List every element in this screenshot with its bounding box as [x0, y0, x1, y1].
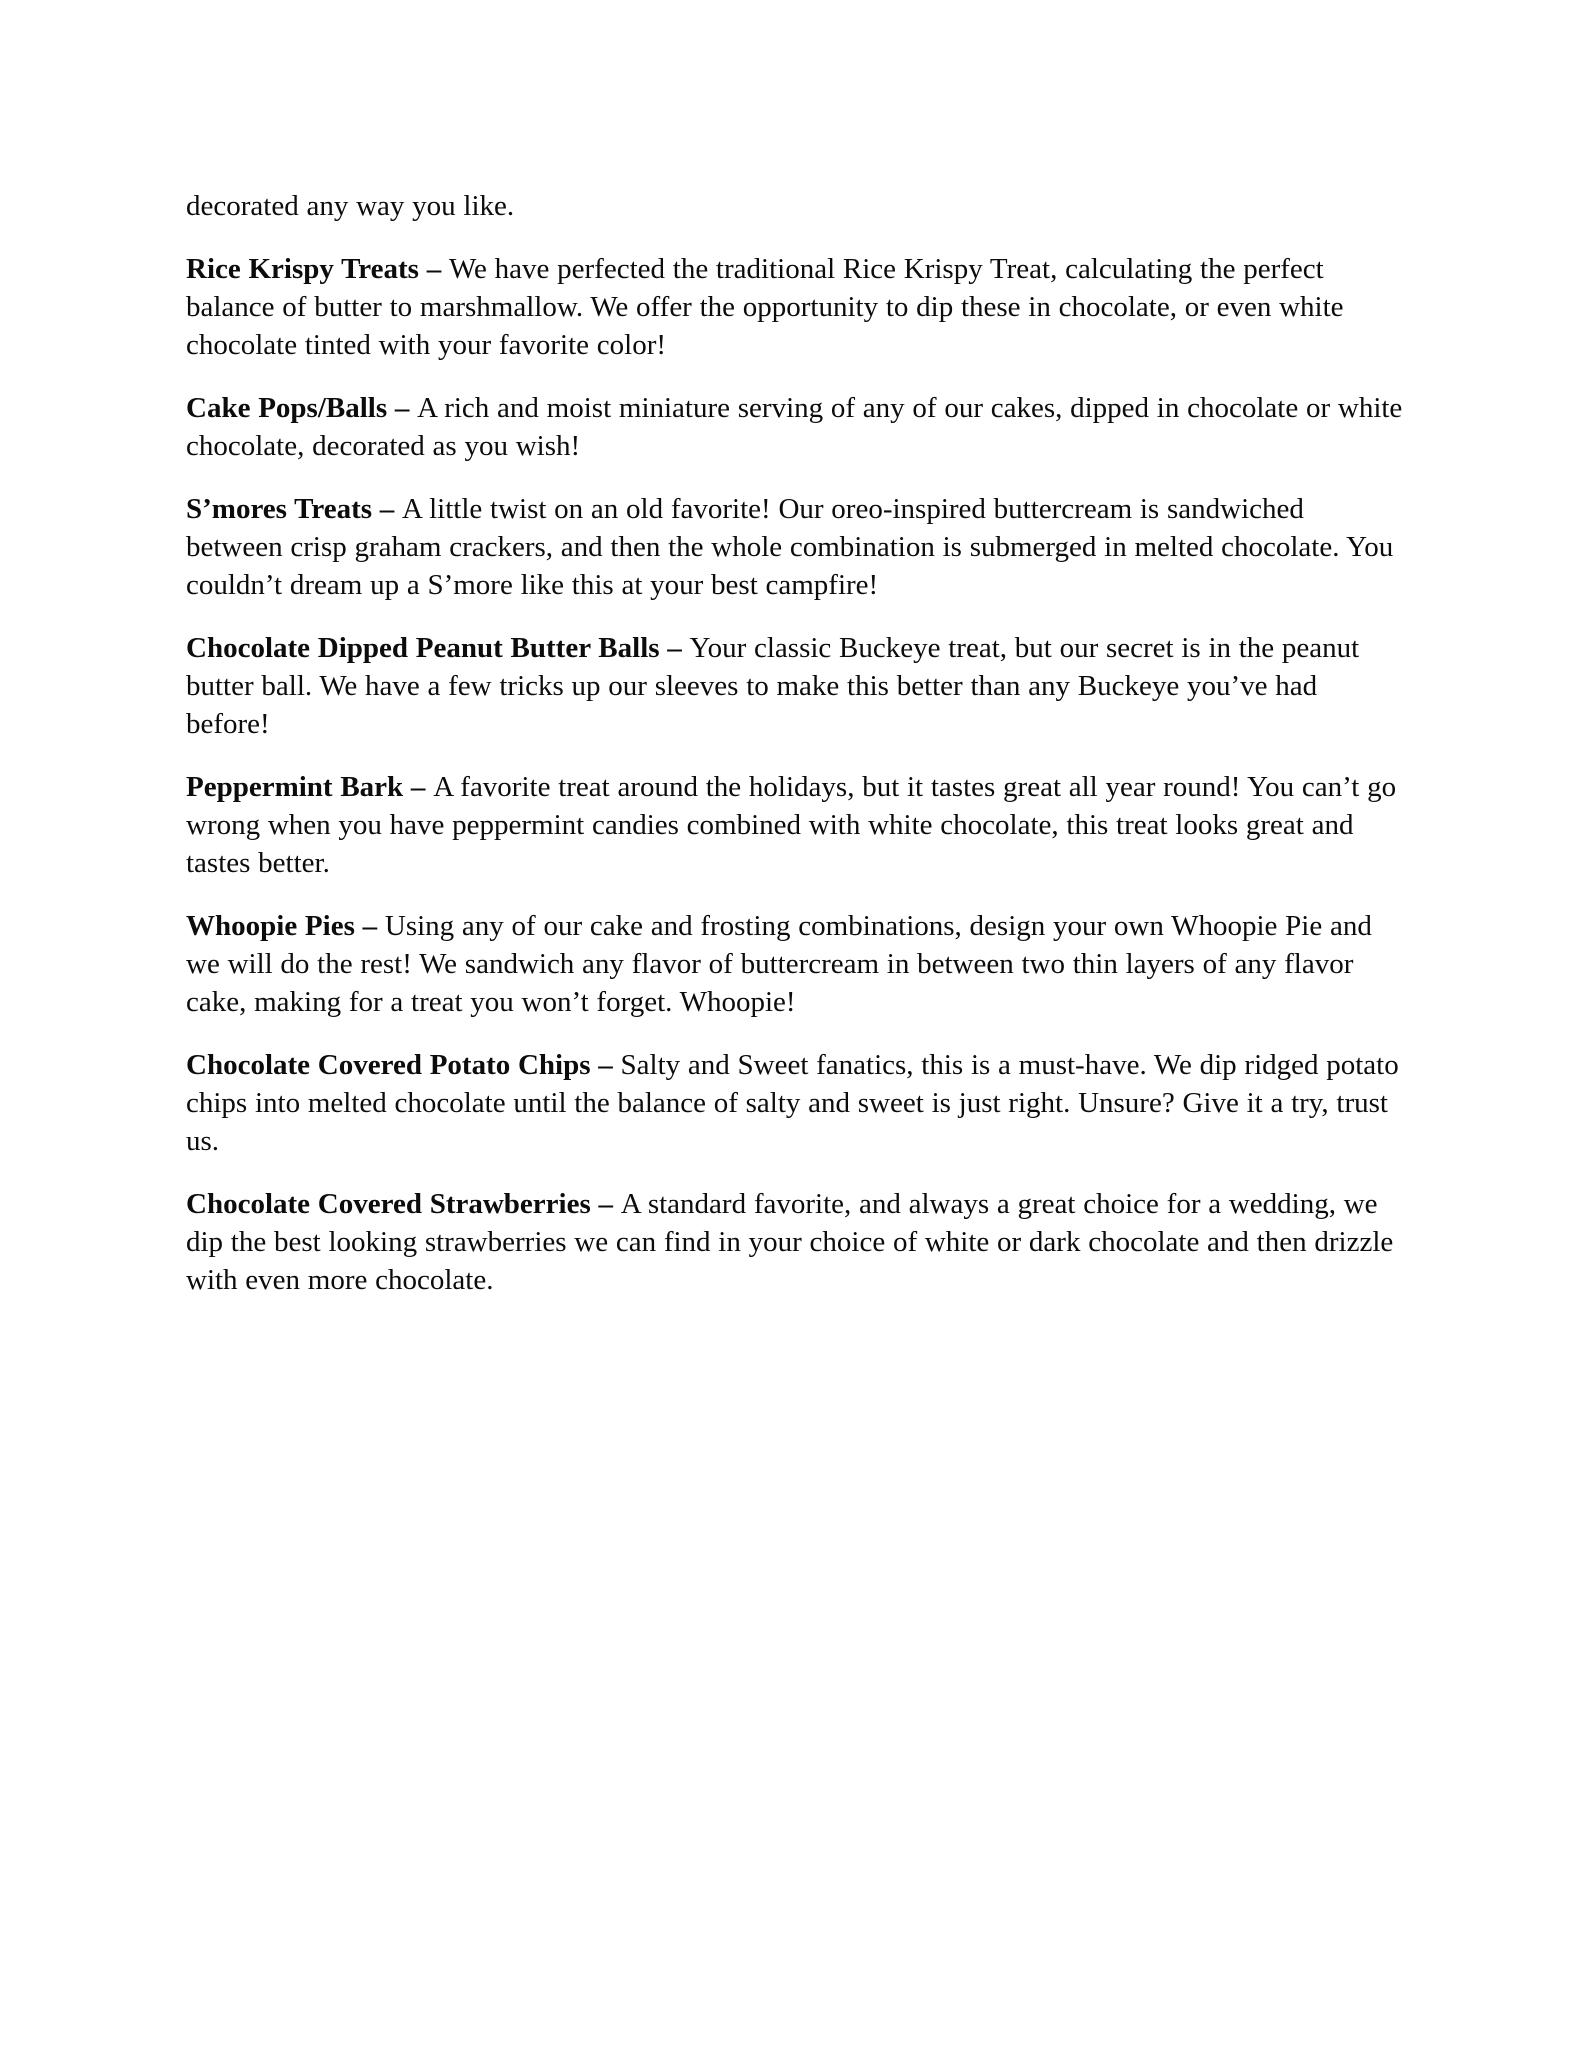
- document-text: [186, 187, 1404, 1324]
- paragraph-body: Your classic Buckeye treat, but our secret is in the peanut butter ball. We have a few tricks up our sleeves to make this better than any Buckeye you’ve had before!: [186, 632, 1360, 740]
- paragraph-heading: Peppermint Bark –: [186, 771, 434, 803]
- paragraph-body: decorated any way you like.: [186, 190, 515, 222]
- paragraph: [186, 187, 1404, 225]
- paragraph-body: A rich and moist miniature serving of any of our cakes, dipped in chocolate or white chocolate, decorated as you wish!: [186, 392, 1403, 462]
- paragraph: [186, 907, 1404, 1021]
- paragraph: [186, 1046, 1404, 1160]
- paragraph: [186, 389, 1404, 465]
- paragraph-body: A favorite treat around the holidays, but it tastes great all year round! You can’t go wrong when you have peppermint candies combined with white chocolate, this treat looks great and tastes better.: [186, 771, 1397, 879]
- paragraph-heading: Chocolate Covered Strawberries –: [186, 1188, 621, 1220]
- paragraph: [186, 768, 1404, 882]
- paragraph-body: A little twist on an old favorite! Our oreo-inspired buttercream is sandwiched between crisp graham crackers, and then the whole combination is submerged in melted chocolate. You couldn’t dream up a S’more like this at your best campfire!: [186, 493, 1394, 601]
- paragraph-heading: Chocolate Dipped Peanut Butter Balls –: [186, 632, 690, 664]
- paragraph: [186, 490, 1404, 604]
- paragraph: [186, 1185, 1404, 1299]
- paragraph-body: A standard favorite, and always a great choice for a wedding, we dip the best looking strawberries we can find in your choice of white or dark chocolate and then drizzle with even more chocolate.: [186, 1188, 1394, 1296]
- paragraph-heading: S’mores Treats –: [186, 493, 403, 525]
- paragraph-heading: Chocolate Covered Potato Chips –: [186, 1049, 621, 1081]
- paragraph-heading: Whoopie Pies –: [186, 910, 385, 942]
- paragraph-body: Salty and Sweet fanatics, this is a must-have. We dip ridged potato chips into melted chocolate until the balance of salty and sweet is just right. Unsure? Give it a try, trust us.: [186, 1049, 1399, 1157]
- paragraph-body: Using any of our cake and frosting combinations, design your own Whoopie Pie and we will do the rest! We sandwich any flavor of buttercream in between two thin layers of any flavor cake, making for a treat you won’t forget. Whoopie!: [186, 910, 1372, 1018]
- paragraph: [186, 250, 1404, 364]
- paragraph-heading: Rice Krispy Treats –: [186, 253, 449, 285]
- paragraph-heading: Cake Pops/Balls –: [186, 392, 418, 424]
- paragraph-body: We have perfected the traditional Rice Krispy Treat, calculating the perfect balance of butter to marshmallow. We offer the opportunity to dip these in chocolate, or even white chocolate tinted with your favorite color!: [186, 253, 1344, 361]
- paragraph: [186, 629, 1404, 743]
